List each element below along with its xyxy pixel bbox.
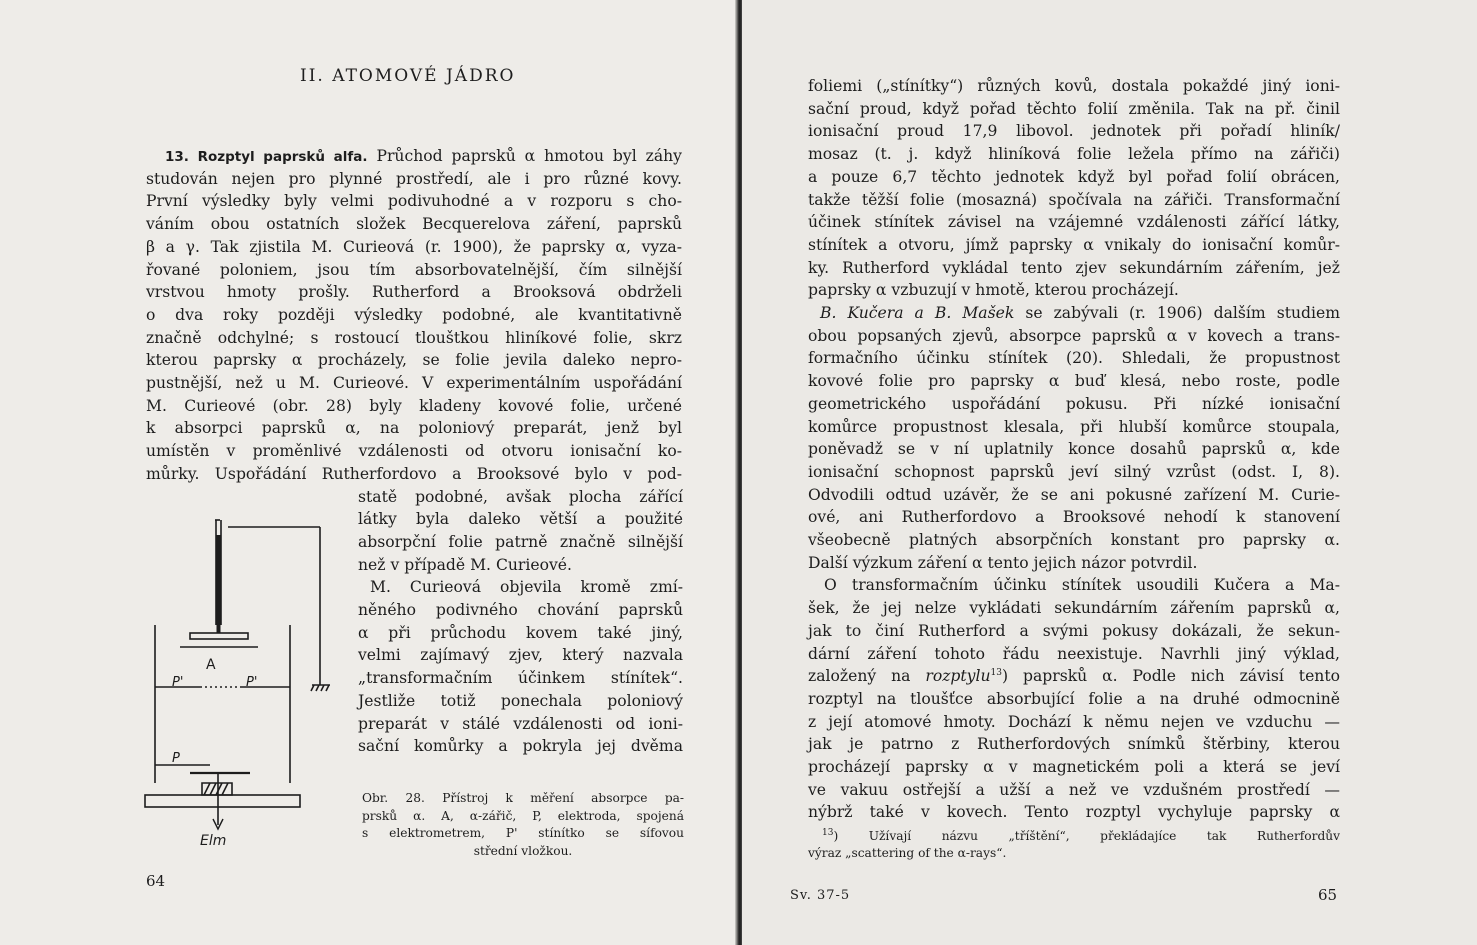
text-line: než v případě M. Curieové. [358, 555, 572, 574]
text-fragment: se zabývali (r. 1906) dalším studiem [1025, 304, 1340, 322]
text-line: ové, ani Rutherfordovo a Brooksové nehodí k stanovení [808, 508, 1340, 527]
label-elm: Elm [200, 833, 227, 849]
caption-line: Obr. 28. Přístroj k měření absorpce pa- [362, 791, 684, 805]
ground-symbol [311, 685, 330, 691]
text-line: ionisační proud 17,9 libovol. jednotek při pořadí hliník/ [808, 122, 1340, 141]
footnote-line [822, 828, 1340, 845]
text-line: geometrického uspořádání pokusu. Při nízké ionisační [808, 394, 1340, 413]
source-plate [190, 633, 248, 639]
label-p-prime-left: P' [172, 675, 184, 690]
text-line: všeobecně platných absorpčních konstant pro paprsky α. [808, 531, 1340, 549]
text-line: Jestliže totiž ponechala poloniový [358, 691, 683, 710]
signature-mark: Sv. 37-5 [790, 888, 851, 903]
text-line: něného podivného chování paprsků [358, 601, 683, 619]
text-line: „transformačním účinkem stínítek“. [358, 669, 683, 688]
text-line: o dva roky později výsledky podobné, ale kvantitativně [146, 305, 682, 324]
text-line [808, 665, 1340, 688]
text-line: poněvadž se v ní uplatnily konce dosahů paprsků α, kde [808, 440, 1340, 459]
text-line: látky byla daleko větší a použité [358, 510, 683, 529]
footnote-ref: 13 [990, 668, 1002, 678]
page-number-right: 65 [1318, 886, 1338, 904]
text-fragment: Průchod paprsků α hmotou byl záhy [376, 147, 682, 165]
text-line: kterou paprsky α procházely, se folie jevila daleko nepro- [146, 351, 682, 370]
label-p-prime-right: P' [246, 675, 258, 690]
label-a: A [206, 657, 216, 673]
text-line: paprsky α vzbuzují v hmotě, kterou procházejí. [808, 281, 1179, 300]
text-line: dární záření tohoto řádu neexistuje. Navrhli jiný výklad, [808, 644, 1340, 663]
text-line: preparát v stálé vzdálenosti od ioni- [358, 714, 683, 733]
text-line: velmi zajímavý zjev, který nazvala [358, 646, 683, 665]
text-line: kovové folie pro paprsky α buď klesá, nebo roste, podle [808, 372, 1340, 391]
base-plate [145, 795, 300, 807]
chapter-heading: II. ATOMOVÉ JÁDRO [300, 66, 516, 86]
text-line: β a γ. Tak zjistila M. Curieová (r. 1900), že paprsky α, vyza- [146, 237, 682, 256]
text-line: můrky. Uspořádání Rutherfordovo a Brooksové bylo v pod- [146, 464, 682, 483]
text-line: stínítek a otvoru, jímž paprsky α vnikaly do ionisační komůr- [808, 235, 1340, 254]
text-line: ve vakuu ostřejší a užší a než ve vzdušném prostředí — [808, 780, 1340, 799]
footnote-line: výraz „scattering of the α-rays“. [808, 846, 1007, 860]
text-line: vrstvou hmoty prošly. Rutherford a Brooksová obdrželi [146, 283, 682, 302]
text-line: M. Curieová objevila kromě zmí- [370, 578, 683, 597]
text-line: statě podobné, avšak plocha zářící [358, 487, 683, 506]
text-line: Odvodili odtud uzávěr, že se ani pokusné zařízení M. Curie- [808, 485, 1340, 504]
text-line: řované poloniem, jsou tím absorbovatelnější, čím silnější [146, 260, 682, 279]
page-number-left: 64 [146, 872, 166, 890]
text-line: komůrce propustnost klesala, při hlubší komůrce stoupala, [808, 417, 1340, 436]
text-line: ionisační schopnost paprsků jeví silný vzrůst (odst. I, 8). [808, 462, 1340, 481]
text-line: účinek stínítek závisel na vzájemné vzdálenosti zářící látky, [808, 213, 1340, 232]
author-names: B. Kučera a B. Mašek [820, 304, 1015, 322]
text-line: obou popsaných zjevů, absorpce paprsků α v kovech a trans- [808, 326, 1340, 345]
text-line: mosaz (t. j. když hliníková folie ležela přímo na zářiči) [808, 145, 1340, 164]
text-line: a pouze 6,7 těchto jednotek když byl pořad folií obrácen, [808, 167, 1340, 186]
caption-line: prsků α. A, α-zářič, P, elektroda, spojená [362, 808, 684, 823]
text-line: foliemi („stínítky“) různých kovů, dostala pokaždé jiný ioni- [808, 77, 1340, 95]
text-line: sační proud, když pořad těchto folií změnila. Tak na př. činil [808, 99, 1340, 118]
footnote-number: 13 [822, 827, 834, 838]
text-line: z její atomové hmoty. Dochází k němu nejen ve vzduchu — [808, 712, 1340, 731]
right-page [742, 0, 1477, 945]
text-line: α při průchodu kovem také jiný, [358, 623, 683, 642]
text-line: absorpční folie patrně značně silnější [358, 532, 683, 551]
text-line: formačního účinku stínítek (20). Shledali, že propustnost [808, 349, 1340, 368]
paragraph-label: 13. Rozptyl paprsků alfa. [165, 149, 368, 165]
text-line: šek, že jej nelze vykládati sekundárním zářením paprsků α, [808, 599, 1340, 618]
text-line: jak je patrno z Rutherfordových snímků štěrbiny, kterou [808, 735, 1340, 754]
label-p: P [172, 751, 180, 766]
text-line: procházejí paprsky α v magnetickém poli a která se jeví [808, 758, 1340, 776]
insulator-hatch [202, 783, 232, 795]
text-line: Další výzkum záření α tento jejich názor potvrdil. [808, 553, 1198, 572]
caption-line: střední vložkou. [473, 843, 573, 858]
text-line: rozptyl na tloušťce absorbující folie a na druhé odmocnině [808, 689, 1340, 708]
text-line: pustnější, než u M. Curieové. V experimentálním uspořádání [146, 374, 682, 392]
text-line: nýbrž také v kovech. Tento rozptyl vychyluje paprsky α [808, 803, 1340, 822]
text-line [165, 145, 682, 169]
text-line: umístěn v proměnlivé vzdálenosti od otvoru ionisační ko- [146, 442, 682, 461]
caption-line: s elektrometrem, P' stínítko se sífovou [362, 826, 684, 840]
text-line: značně odchylné; s rostoucí tlouštkou hliníkové folie, skrz [146, 328, 682, 347]
text-line: První výsledky byly velmi podivuhodné a v rozporu s cho- [146, 192, 682, 211]
text-line: jak to činí Rutherford a svými pokusy dokázali, že sekun- [808, 621, 1340, 640]
text-line: O transformačním účinku stínítek usoudili Kučera a Ma- [824, 576, 1340, 595]
text-fragment: ) Užívají názvu „tříštění“, překládajíce tak Rutherfordův [833, 829, 1340, 843]
text-line: ky. Rutherford vykládal tento zjev sekundárním zářením, jež [808, 258, 1340, 277]
term-rozptylu: rozptylu [925, 667, 991, 686]
text-line [820, 302, 1340, 325]
apparatus-figure [140, 515, 355, 850]
text-line: takže těžší folie (mosazná) spočívala na zářiči. Transformační [808, 190, 1340, 209]
text-line: sační komůrky a pokryla jej dvěma [358, 737, 683, 756]
text-line: M. Curieové (obr. 28) byly kladeny kovové folie, určené [146, 396, 682, 415]
text-fragment: ) paprsků α. Podle nich závisí tento [1001, 667, 1340, 686]
left-page [0, 0, 738, 945]
text-line: studován nejen pro plynné prostředí, ale i pro různé kovy. [146, 169, 682, 188]
text-line: váním obou ostatních složek Becquerelova záření, paprsků [146, 215, 682, 234]
text-line: k absorpci paprsků α, na poloniový preparát, jenž byl [146, 419, 682, 438]
text-fragment: založený na [808, 667, 911, 686]
